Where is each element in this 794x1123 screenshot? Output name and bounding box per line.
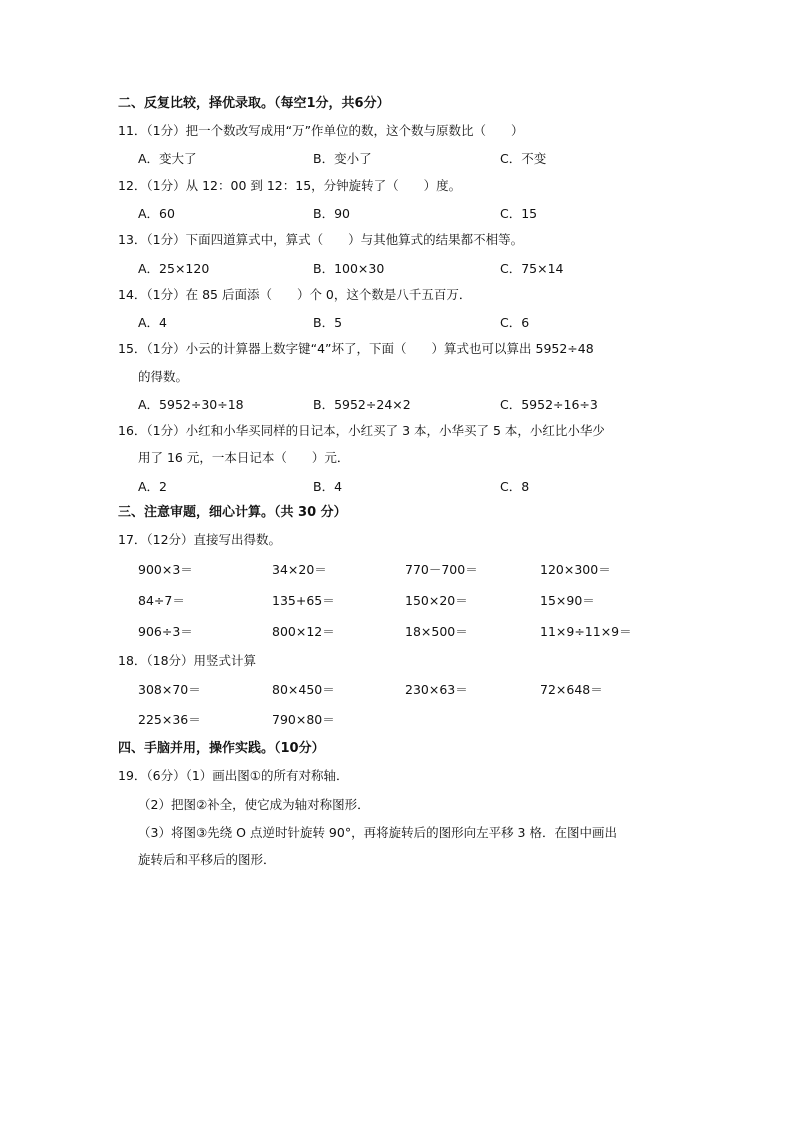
question-15: 15．（1分）小云的计算器上数字键“4”坏了，下面（ ）算式也可以算出 5952÷48 (118, 341, 594, 356)
question-16: 16．（1分）小红和小华买同样的日记本，小红买了 3 本，小华买了 5 本，小红比小华少 (118, 423, 605, 438)
calc-item: 150×20＝ (405, 593, 468, 608)
option-b: B．变小了 (313, 151, 372, 166)
calc-item: 15×90＝ (540, 593, 595, 608)
option-a: A．5952÷30÷18 (138, 397, 244, 412)
question-19-part-3: （3）将图③先绕 O 点逆时针旋转 90°，再将旋转后的图形向左平移 3 格．在图中画出 (138, 825, 617, 840)
calc-item: 135+65＝ (272, 593, 335, 608)
calc-item: 80×450＝ (272, 682, 335, 697)
calc-item: 120×300＝ (540, 562, 611, 577)
option-c: C．不变 (500, 151, 547, 166)
calc-item: 800×12＝ (272, 624, 335, 639)
section-2-heading: 二、反复比较，择优录取。（每空1分，共6分） (118, 96, 390, 111)
calc-item: 18×500＝ (405, 624, 468, 639)
calc-item: 790×80＝ (272, 712, 335, 727)
option-a: A．60 (138, 206, 175, 221)
question-19-part-3-cont: 旋转后和平移后的图形． (138, 852, 276, 867)
section-4-heading: 四、手脑并用，操作实践。（10分） (118, 741, 325, 756)
option-c: C．6 (500, 315, 530, 330)
option-a: A．25×120 (138, 261, 210, 276)
question-19-part-2: （2）把图②补全，使它成为轴对称图形． (138, 797, 370, 812)
question-11: 11．（1分）把一个数改写成用“万”作单位的数，这个数与原数比（ ） (118, 123, 524, 138)
option-b: B．100×30 (313, 261, 385, 276)
option-a: A．4 (138, 315, 168, 330)
calc-item: 900×3＝ (138, 562, 193, 577)
option-b: B．5952÷24×2 (313, 397, 411, 412)
option-c: C．8 (500, 479, 530, 494)
option-b: B．4 (313, 479, 343, 494)
option-a: A．2 (138, 479, 168, 494)
calc-item: 308×70＝ (138, 682, 201, 697)
calc-item: 72×648＝ (540, 682, 603, 697)
calc-item: 770－700＝ (405, 562, 478, 577)
option-c: C．15 (500, 206, 538, 221)
option-b: B．90 (313, 206, 350, 221)
calc-item: 230×63＝ (405, 682, 468, 697)
question-16-cont: 用了 16 元，一本日记本（ ）元． (138, 450, 350, 465)
option-a: A．变大了 (138, 151, 197, 166)
question-19: 19．（6分）（1）画出图①的所有对称轴． (118, 768, 349, 783)
question-14: 14．（1分）在 85 后面添（ ）个 0，这个数是八千五百万． (118, 287, 472, 302)
question-13: 13．（1分）下面四道算式中，算式（ ）与其他算式的结果都不相等。 (118, 232, 524, 247)
option-c: C．75×14 (500, 261, 564, 276)
question-17: 17．（12分）直接写出得数。 (118, 532, 282, 547)
calc-item: 225×36＝ (138, 712, 201, 727)
option-c: C．5952÷16÷3 (500, 397, 598, 412)
option-b: B．5 (313, 315, 343, 330)
question-12: 12．（1分）从 12：00 到 12：15，分钟旋转了（ ）度。 (118, 178, 462, 193)
calc-item: 11×9÷11×9＝ (540, 624, 632, 639)
section-3-heading: 三、注意审题，细心计算。（共 30 分） (118, 505, 347, 520)
question-18: 18．（18分）用竖式计算 (118, 653, 257, 668)
calc-item: 906÷3＝ (138, 624, 193, 639)
calc-item: 84÷7＝ (138, 593, 185, 608)
question-15-cont: 的得数。 (138, 369, 189, 384)
calc-item: 34×20＝ (272, 562, 327, 577)
